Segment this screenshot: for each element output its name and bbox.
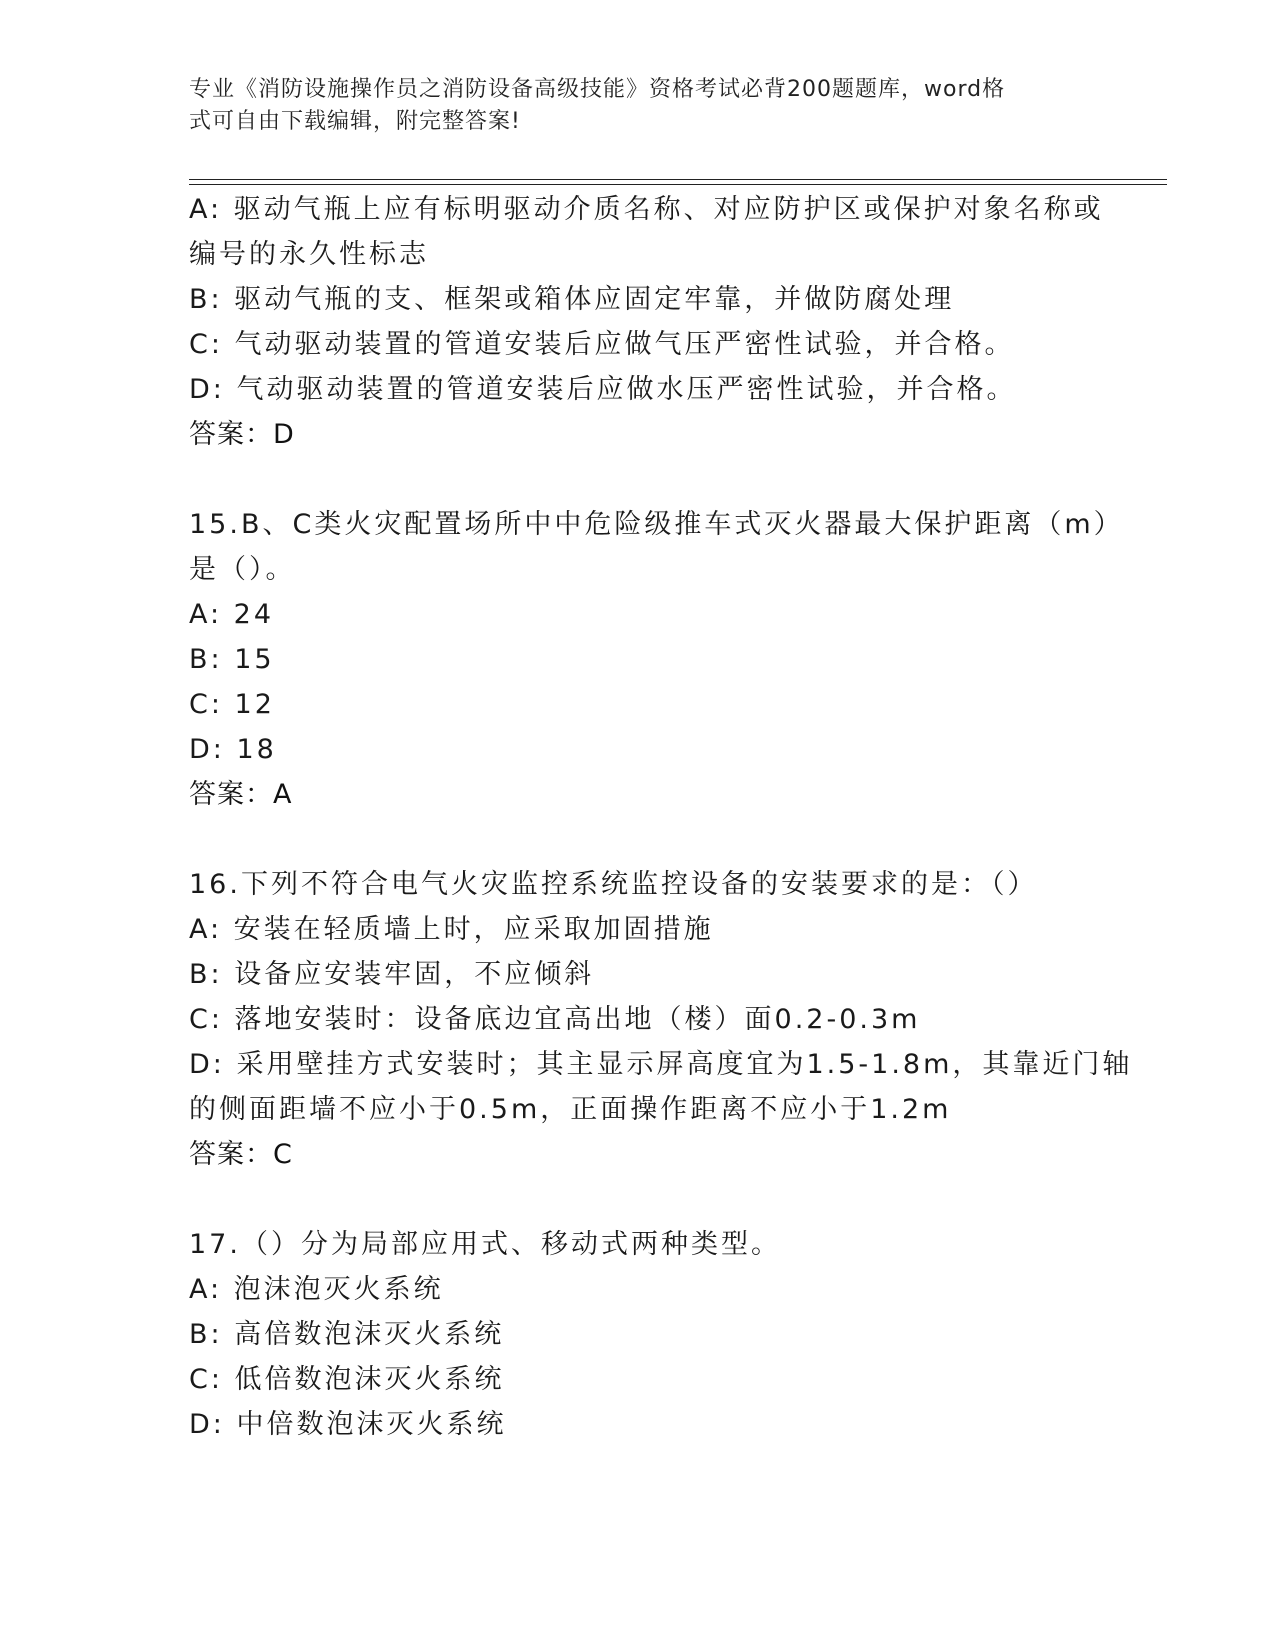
q17-option-c: C: 低倍数泡沫灭火系统 <box>189 1364 505 1395</box>
q17-option-b: B: 高倍数泡沫灭火系统 <box>189 1319 505 1350</box>
header-divider-top <box>189 179 1167 180</box>
q16-option-b: B: 设备应安装牢固，不应倾斜 <box>189 959 595 990</box>
q17-option-a: A: 泡沫泡灭火系统 <box>189 1274 444 1305</box>
q17-stem: 17.（）分为局部应用式、移动式两种类型。 <box>189 1229 781 1260</box>
q16-option-d-line2: 的侧面距墙不应小于0.5m，正面操作距离不应小于1.2m <box>189 1094 952 1125</box>
q14-option-c: C: 气动驱动装置的管道安装后应做气压严密性试验，并合格。 <box>189 329 1015 360</box>
q15-option-a: A: 24 <box>189 599 275 630</box>
q14-answer: 答案：D <box>189 419 295 450</box>
q15-answer: 答案：A <box>189 779 293 810</box>
q14-option-b: B: 驱动气瓶的支、框架或箱体应固定牢靠，并做防腐处理 <box>189 284 955 315</box>
q17-option-d: D: 中倍数泡沫灭火系统 <box>189 1409 507 1440</box>
q14-option-a-line2: 编号的永久性标志 <box>189 239 429 270</box>
q14-option-d: D: 气动驱动装置的管道安装后应做水压严密性试验，并合格。 <box>189 374 1017 405</box>
header-line-2: 式可自由下载编辑，附完整答案! <box>189 109 521 134</box>
header-divider-bottom <box>189 184 1167 185</box>
q15-option-d: D: 18 <box>189 734 277 765</box>
q15-option-b: B: 15 <box>189 644 275 675</box>
q16-option-c: C: 落地安装时：设备底边宜高出地（楼）面0.2-0.3m <box>189 1004 921 1035</box>
q15-stem-line1: 15.B、C类火灾配置场所中中危险级推车式灭火器最大保护距离（m） <box>189 509 1124 540</box>
q16-answer: 答案：C <box>189 1139 293 1170</box>
q16-option-a: A: 安装在轻质墙上时，应采取加固措施 <box>189 914 714 945</box>
q15-option-c: C: 12 <box>189 689 275 720</box>
q15-stem-line2: 是（）。 <box>189 554 296 585</box>
header-line-1: 专业《消防设施操作员之消防设备高级技能》资格考试必背200题题库，word格 <box>189 77 1006 102</box>
document-header <box>189 74 1089 138</box>
q14-option-a-line1: A: 驱动气瓶上应有标明驱动介质名称、对应防护区或保护对象名称或 <box>189 194 1104 225</box>
q16-option-d-line1: D: 采用壁挂方式安装时；其主显示屏高度宜为1.5-1.8m，其靠近门轴 <box>189 1049 1133 1080</box>
q16-stem: 16.下列不符合电气火灾监控系统监控设备的安装要求的是：（） <box>189 869 1038 900</box>
